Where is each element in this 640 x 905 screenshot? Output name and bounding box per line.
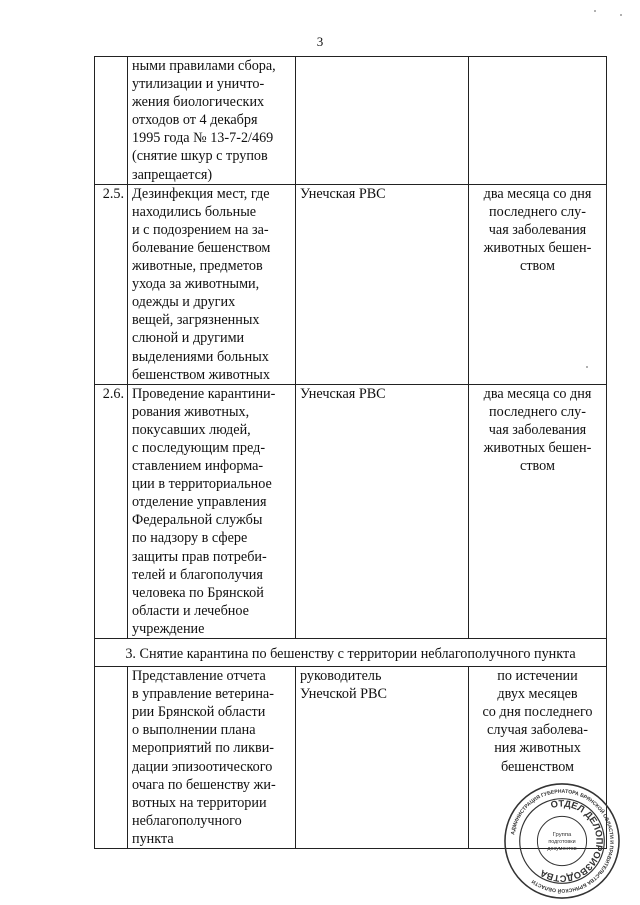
cell-text-line: Представление отчета xyxy=(132,668,266,685)
cell-text-line: и с подозрением на за- xyxy=(132,221,269,238)
svg-text:ОТДЕЛ ДЕЛОПРОИЗВОДСТВА: ОТДЕЛ ДЕЛОПРОИЗВОДСТВА xyxy=(538,798,605,884)
cell-text-line: Дезинфекция мест, где xyxy=(132,185,270,202)
cell-text-line: пункта xyxy=(132,830,174,847)
cell-text-line: человека по Брянской xyxy=(132,584,264,601)
cell-text-line: ставлением информа- xyxy=(132,458,264,475)
cell-text-line: очага по бешенству жи- xyxy=(132,776,276,793)
item-number xyxy=(95,667,128,849)
responsible-cell xyxy=(296,384,469,638)
cell-text-line: два месяца со дня xyxy=(483,385,592,402)
responsible-cell xyxy=(296,57,469,185)
cell-text-line: животные, предметов xyxy=(132,258,263,275)
cell-text-line: бешенством xyxy=(500,758,575,775)
cell-text-line: Федеральной службы xyxy=(132,512,263,529)
svg-text:АДМИНИСТРАЦИЯ ГУБЕРНАТОРА БРЯН: АДМИНИСТРАЦИЯ ГУБЕРНАТОРА БРЯНСКОЙ ОБЛАСТИ И ПРАВИТЕЛЬСТВА БРЯНСКОЙ ОБЛАСТИ xyxy=(510,788,615,894)
cell-text-line: дации эпизоотического xyxy=(132,758,273,775)
cell-text-line: учреждение xyxy=(132,620,205,637)
section-row xyxy=(95,639,607,667)
cell-text-line: одежды и других xyxy=(132,294,236,311)
cell-text-line: защиты прав потреби- xyxy=(132,548,267,565)
scan-speck xyxy=(586,366,588,368)
cell-text-line: выделениями больных xyxy=(132,348,269,365)
cell-text-line: Унечская РВС xyxy=(300,385,386,402)
cell-text-line: по надзору в сфере xyxy=(132,530,248,547)
cell-text-line: ния животных xyxy=(494,740,581,757)
activity-cell xyxy=(128,384,296,638)
cell-text-line: животных бешен- xyxy=(483,239,592,256)
cell-text-line: вещей, загрязненных xyxy=(132,312,260,329)
cell-text-line: последнего слу- xyxy=(489,203,586,220)
cell-text-line: по истечении xyxy=(497,668,578,685)
cell-text-line: два месяца со дня xyxy=(483,185,592,202)
cell-text-line: руководитель xyxy=(300,668,382,685)
cell-text-line: ухода за животными, xyxy=(132,276,260,293)
deadline-cell xyxy=(469,184,607,384)
cell-text-line: неблагополучного xyxy=(132,812,242,829)
cell-text-line: со дня последнего xyxy=(482,704,593,721)
cell-text-line: утилизации и уничто- xyxy=(132,76,265,93)
responsible-cell xyxy=(296,667,469,849)
cell-text-line: отходов от 4 декабря xyxy=(132,112,258,129)
svg-text:документов: документов xyxy=(547,845,577,852)
cell-text-line: отделение управления xyxy=(132,494,267,511)
item-number: 2.5. xyxy=(95,184,128,384)
cell-text-line: (снятие шкур с трупов xyxy=(132,148,268,165)
cell-text-line: ством xyxy=(520,258,555,275)
item-number: 2.6. xyxy=(95,384,128,638)
cell-text-line: ции в территориальное xyxy=(132,476,272,493)
svg-text:подготовки: подготовки xyxy=(548,838,576,845)
cell-text-line: в управление ветерина- xyxy=(132,686,274,703)
activity-cell xyxy=(128,667,296,849)
cell-text-line: запрещается) xyxy=(132,166,213,183)
deadline-cell xyxy=(469,57,607,185)
cell-text-line: области и лечебное xyxy=(132,602,249,619)
cell-text-line: с последующим пред- xyxy=(132,439,266,456)
cell-text-line: покусавших людей, xyxy=(132,421,251,438)
table-row xyxy=(95,57,607,185)
cell-text-line: о выполнении плана xyxy=(132,722,256,739)
official-seal-stamp xyxy=(503,782,621,900)
cell-text-line: рии Брянской области xyxy=(132,704,266,721)
activity-cell xyxy=(128,57,296,185)
cell-text-line: 1995 года № 13-7-2/469 xyxy=(132,130,274,147)
page-number: 3 xyxy=(316,34,324,49)
cell-text-line: Унечская РВС xyxy=(300,185,386,202)
table-row xyxy=(95,184,607,384)
cell-text-line: вотных на территории xyxy=(132,794,267,811)
cell-text-line: жения биологических xyxy=(132,94,265,111)
scan-speck xyxy=(594,10,596,12)
activity-cell xyxy=(128,184,296,384)
section-title: 3. Снятие карантина по бешенству с территории неблагополучного пункта xyxy=(95,639,607,667)
cell-text-line: мероприятий по ликви- xyxy=(132,740,275,757)
cell-text-line: ными правилами сбора, xyxy=(132,58,276,74)
cell-text-line: Унечской РВС xyxy=(300,686,387,703)
cell-text-line: двух месяцев xyxy=(497,686,578,703)
cell-text-line: последнего слу- xyxy=(489,403,586,420)
cell-text-line: болевание бешенством xyxy=(132,239,271,256)
cell-text-line: чая заболевания xyxy=(488,221,587,238)
cell-text-line: животных бешен- xyxy=(483,439,592,456)
item-number xyxy=(95,57,128,185)
plan-table xyxy=(94,56,607,849)
scan-speck xyxy=(620,14,622,16)
cell-text-line: бешенством животных xyxy=(132,366,270,383)
responsible-cell xyxy=(296,184,469,384)
cell-text-line: чая заболевания xyxy=(488,421,587,438)
cell-text-line: телей и благополучия xyxy=(132,566,263,583)
cell-text-line: Проведение карантини- xyxy=(132,385,276,402)
cell-text-line: ством xyxy=(520,458,555,475)
cell-text-line: случая заболева- xyxy=(487,722,588,739)
deadline-cell xyxy=(469,384,607,638)
svg-text:Группа: Группа xyxy=(552,832,572,839)
cell-text-line: слюной и другими xyxy=(132,330,245,347)
table-row xyxy=(95,384,607,638)
cell-text-line: рования животных, xyxy=(132,403,250,420)
cell-text-line: находились больные xyxy=(132,203,257,220)
